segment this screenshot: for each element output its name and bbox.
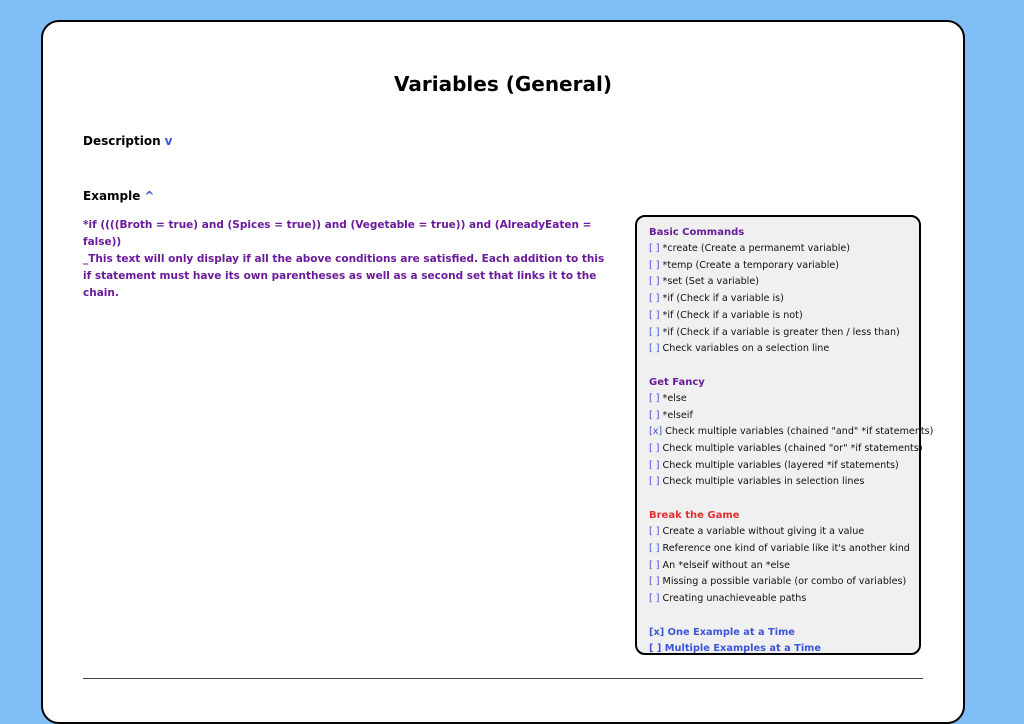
list-item[interactable] <box>649 274 913 291</box>
checkbox[interactable]: [ ] <box>649 559 660 571</box>
item-label: Check multiple variables (chained "and" *if statements) <box>665 426 934 438</box>
item-label: An *elseif without an *else <box>662 559 790 571</box>
description-label: Description <box>83 134 161 148</box>
item-label: Creating unachieveable paths <box>662 592 807 604</box>
checkbox[interactable]: [ ] <box>649 326 660 338</box>
item-label: Reference one kind of variable like it's another kind <box>662 542 910 554</box>
list-item[interactable] <box>649 391 913 408</box>
list-item[interactable] <box>649 308 913 325</box>
list-item[interactable] <box>649 574 913 591</box>
item-label: *temp (Create a temporary variable) <box>662 259 840 271</box>
page-title: Variables (General) <box>394 72 612 96</box>
list-item[interactable] <box>649 341 913 358</box>
example-header[interactable] <box>83 189 154 203</box>
list-item[interactable] <box>649 458 913 475</box>
checkbox[interactable]: [ ] <box>649 243 660 254</box>
checkbox[interactable]: [ ] <box>649 542 660 554</box>
checkbox[interactable]: [ ] <box>649 293 660 305</box>
group-break-the-game <box>649 508 913 608</box>
checkbox[interactable]: [ ] <box>649 576 660 588</box>
list-item[interactable] <box>649 258 913 275</box>
item-label: *elseif <box>662 409 693 421</box>
example-block <box>83 217 613 302</box>
list-item[interactable] <box>649 474 913 491</box>
group-title: Get Fancy <box>649 376 705 388</box>
item-label: *if (Check if a variable is) <box>662 293 784 305</box>
item-label: *set (Set a variable) <box>662 276 759 288</box>
item-label: *if (Check if a variable is greater then / less than) <box>662 326 900 338</box>
description-header[interactable] <box>83 134 172 148</box>
group-title: Basic Commands <box>649 227 745 238</box>
list-item[interactable] <box>649 524 913 541</box>
group-basic-commands <box>649 225 913 358</box>
checkbox[interactable]: [ ] <box>649 592 660 604</box>
item-label: Check multiple variables in selection lines <box>662 476 865 488</box>
checkbox[interactable]: [ ] <box>649 409 660 421</box>
example-text: _This text will only display if all the above conditions are satisfied. Each addition to this if statement must have its own parentheses as well as a second set that links it to the chain. <box>83 253 605 299</box>
checkbox[interactable]: [ ] <box>649 476 660 488</box>
item-label: Check multiple variables (layered *if statements) <box>662 459 899 471</box>
checkbox[interactable]: [ ] <box>649 392 660 404</box>
list-item[interactable] <box>649 541 913 558</box>
checkbox[interactable]: [ ] <box>649 276 660 288</box>
list-item[interactable] <box>649 441 923 458</box>
list-item[interactable] <box>649 591 913 608</box>
checkbox[interactable]: [ ] <box>649 259 660 271</box>
item-label: Check variables on a selection line <box>662 343 830 355</box>
content-card <box>41 20 965 724</box>
example-label: Example <box>83 189 141 203</box>
item-label: *else <box>662 392 687 404</box>
example-mode-options <box>649 625 913 658</box>
checkbox[interactable]: [x] <box>649 426 663 438</box>
list-item[interactable] <box>649 558 913 575</box>
item-label: Create a variable without giving it a value <box>662 526 865 538</box>
example-code: *if ((((Broth = true) and (Spices = true)) and (Vegetable = true)) and (AlreadyEaten = false)) <box>83 219 592 248</box>
item-label: *create (Create a permanemt variable) <box>662 243 851 254</box>
checkbox[interactable]: [ ] <box>649 526 660 538</box>
one-example-option[interactable]: [x] One Example at a Time <box>649 626 795 638</box>
group-get-fancy <box>649 375 934 491</box>
item-label: *if (Check if a variable is not) <box>662 309 803 321</box>
checkbox[interactable]: [ ] <box>649 343 660 355</box>
list-item[interactable] <box>649 241 913 258</box>
list-item[interactable] <box>649 325 913 342</box>
checkbox[interactable]: [ ] <box>649 443 660 455</box>
checkbox[interactable]: [ ] <box>649 309 660 321</box>
expand-chevron-icon[interactable]: v <box>164 134 173 148</box>
list-item[interactable] <box>649 291 913 308</box>
multiple-examples-option[interactable]: [ ] Multiple Examples at a Time <box>649 643 822 655</box>
checkbox[interactable]: [ ] <box>649 459 660 471</box>
group-title: Break the Game <box>649 510 740 522</box>
topics-panel <box>635 215 934 655</box>
item-label: Missing a possible variable (or combo of variables) <box>662 576 907 588</box>
list-item[interactable] <box>649 408 913 425</box>
item-label: Check multiple variables (chained "or" *if statements) <box>662 443 923 455</box>
list-item[interactable] <box>649 424 934 441</box>
divider <box>83 678 923 679</box>
collapse-chevron-icon[interactable]: ^ <box>144 189 155 203</box>
